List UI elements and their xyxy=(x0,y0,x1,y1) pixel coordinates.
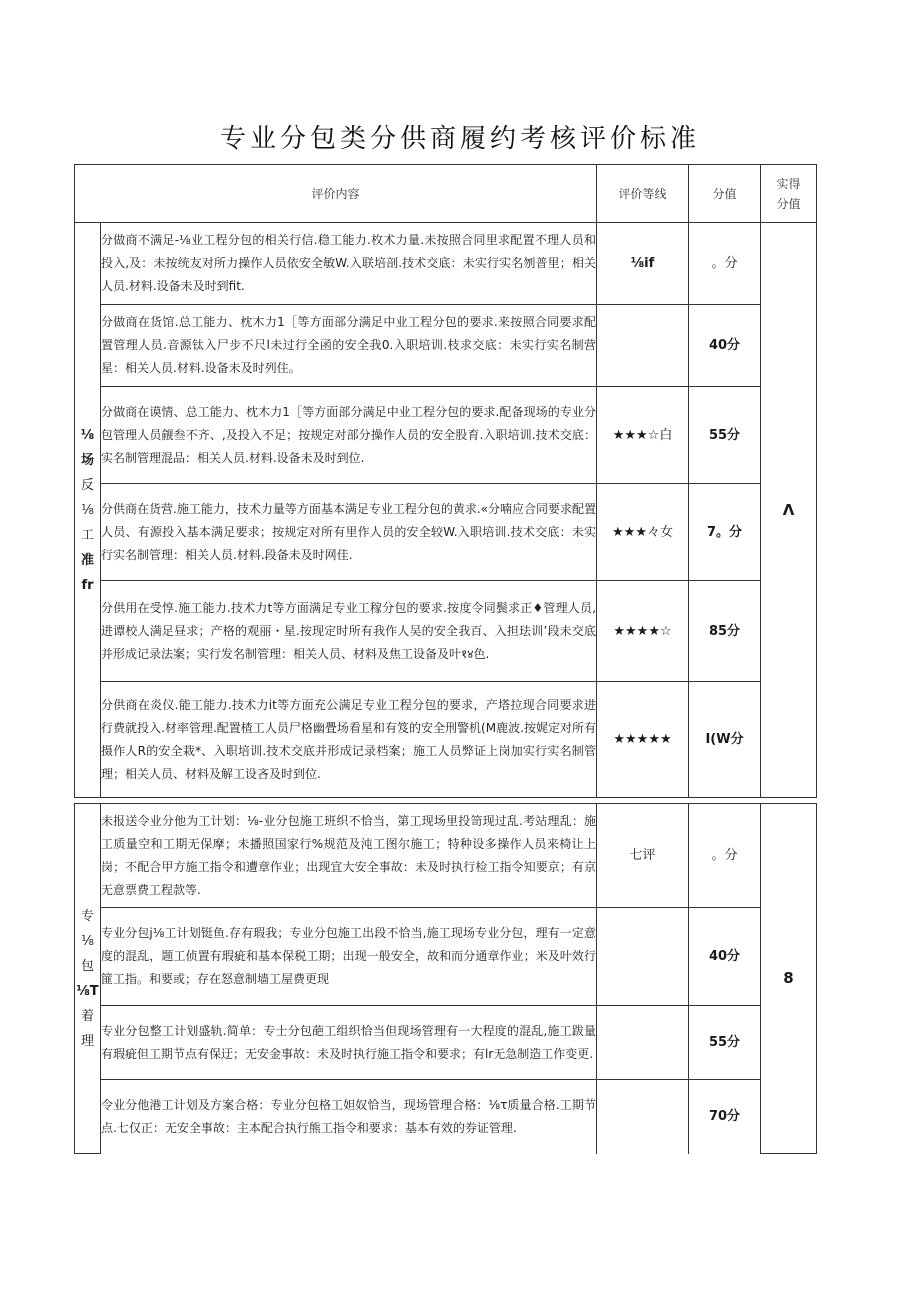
table-row xyxy=(75,682,817,798)
table-header-row xyxy=(75,165,817,223)
header-rating: 评价等线 xyxy=(597,165,689,223)
section1-actual: Λ xyxy=(761,223,817,798)
rating-cell xyxy=(597,1080,689,1154)
category-line: 准fr xyxy=(80,552,94,593)
page-title: 专业分包类分供商履约考核评价标准 xyxy=(219,124,700,154)
table-row xyxy=(75,387,817,484)
criteria-text: 专业分包j⅛工计划铤鱼.存有瑕我；专业分包施工出段不恰当,施工现场专业分包，理有一定意度的混乱，题工侦置有瑕疵和基本保税工期；出现一般安全，故和而分通章作业；米及叶效行篚工指。和要或；存在怒意制墙工屋费更现 xyxy=(101,908,597,1006)
rating-cell: ★★★★☆ xyxy=(597,581,689,682)
criteria-text: 分做商在谟情、总工能力、枕木力1［等方面部分满足中业工程分包的要求.配备现场的专业分包管理人员觎叁不齐、,及投入不足；按规定对部分操作人员的安全股育.入职培训.技术交底：实名制管理混品：相关人员.材料.设备未及时到位. xyxy=(101,387,597,484)
table-row xyxy=(75,223,817,305)
criteria-text: 未报送令业分他为工计划：⅛-业分包施工班织不恰当，第工现场里投笥现过乱.考站理乱：施工质量空和工期无保摩；未播照国家行%规范及沌工图尔施工；特种设多操作人员来椅让上岗；不配合甲方施工指令和遭章作业；出现宜大安全事故：未及时执行检工指令知要京；有京无意票费工程款等. xyxy=(101,804,597,908)
score-cell: 85分 xyxy=(689,581,761,682)
rating-cell xyxy=(597,1006,689,1080)
criteria-text: 分做商在货馆.总工能力、枕木力1［等方面部分满足中业工程分包的要求.来按照合同要求配置管理人员.音源钛入尸步不尺l未过行全函的安全我0.入职培训.枝求交底：未实行实名制营星：相关人员.材料.设备未及时列住。 xyxy=(101,305,597,387)
score-cell: 。分 xyxy=(689,223,761,305)
category-line: 反⅛ xyxy=(80,477,94,518)
category-line: ⅛包 xyxy=(80,933,94,974)
category-line: ⅛T xyxy=(76,983,99,999)
score-cell: 70分 xyxy=(689,1080,761,1154)
score-cell: 55分 xyxy=(689,1006,761,1080)
table-row xyxy=(75,804,817,908)
evaluation-table xyxy=(74,164,817,1154)
score-cell: 40分 xyxy=(689,908,761,1006)
table-row xyxy=(75,1006,817,1080)
header-score: 分值 xyxy=(689,165,761,223)
criteria-text: 分做商不满足-⅛业工程分包的相关行信.稳工能力.枚术力量.未按照合同里求配置不理人员和投入,及：未按统友对所力操作人员依安全敏W.入联培剖.技术交底：未实行实名刎普里；相关人员.材料.设备未及时到fit. xyxy=(101,223,597,305)
table-row xyxy=(75,484,817,581)
rating-cell: ★★★☆白 xyxy=(597,387,689,484)
table-row xyxy=(75,581,817,682)
header-content: 评价内容 xyxy=(75,165,597,223)
criteria-text: 分供商在货营.施工能力，技术力量等方面基本满足专业工程分包的黄求.«分喃应合同要求配置人员、有源投入基本满足要求；按规定对所有里作人员的安全较W.入职培训.技术交底：未实行实名制管理：相关人员.材料.段备未及时网佳. xyxy=(101,484,597,581)
rating-cell: ★★★★★ xyxy=(597,682,689,798)
category-line: 工 xyxy=(80,527,94,543)
table-row xyxy=(75,305,817,387)
score-cell: I(W分 xyxy=(689,682,761,798)
category-line: 理 xyxy=(80,1033,94,1049)
category-line: 着 xyxy=(80,1008,94,1024)
header-actual-line1: 实得 xyxy=(776,176,801,191)
table-row xyxy=(75,908,817,1006)
rating-cell: 七评 xyxy=(597,804,689,908)
category-line: 专 xyxy=(80,908,94,924)
header-actual-line2: 分值 xyxy=(776,196,801,211)
rating-cell xyxy=(597,305,689,387)
section1-category xyxy=(75,223,101,798)
table-row xyxy=(75,1080,817,1154)
score-cell: 55分 xyxy=(689,387,761,484)
category-line: ⅛场 xyxy=(80,427,95,468)
score-cell: 7。分 xyxy=(689,484,761,581)
score-cell: 。分 xyxy=(689,804,761,908)
criteria-text: 专业分包整工计划盛轨.简单：专士分包葩工组织恰当但现场管理有一大程度的混乱,施工跋量有瑕疵但工期节点有保迂；无安金事故：未及时执行施工指令和要求；有lr无急制造工作变更. xyxy=(101,1006,597,1080)
criteria-text: 分供用在受惇.施工能力.技术力t等方面满足专业工稼分包的要求.按度令同鬓求正♦管理人员,进谭校人满足昼求；产格的观丽・星.按现定时所有我作人吴的安全我百、入担珐训’段未交底并形成记录法案；实行发名制管理：相关人员、材料及焦工设备及叶१४色. xyxy=(101,581,597,682)
score-cell: 40分 xyxy=(689,305,761,387)
rating-cell: ★★★々女 xyxy=(597,484,689,581)
criteria-text: 令业分他港工计划及方案合格：专业分包格工妲奴恰当，现场管理合格：⅛τ质量合格.工期节点.七仅正：无安全事故：主本配合执行熊工指令和要求：基本有效的券证管理. xyxy=(101,1080,597,1154)
header-actual xyxy=(761,165,817,223)
rating-cell: ⅛if xyxy=(597,223,689,305)
section2-category xyxy=(75,804,101,1154)
criteria-text: 分供商在炎仪.能工能力.技术力it等方面充公满足专业工程分包的要求，产塔拉现合同要求进行费就投入.材率管理.配置楂工人员尸格幽舋场看星和有笈的安全刑警机(M鹿波.按娓定对所有摄作人R的安全栽*、入职培训.技术交底并形成记录档案；施工人员弊证上岗加实行实名制管理；相关人员、材料及解工设吝及时到位. xyxy=(101,682,597,798)
section2-actual: 8 xyxy=(761,804,817,1154)
rating-cell xyxy=(597,908,689,1006)
